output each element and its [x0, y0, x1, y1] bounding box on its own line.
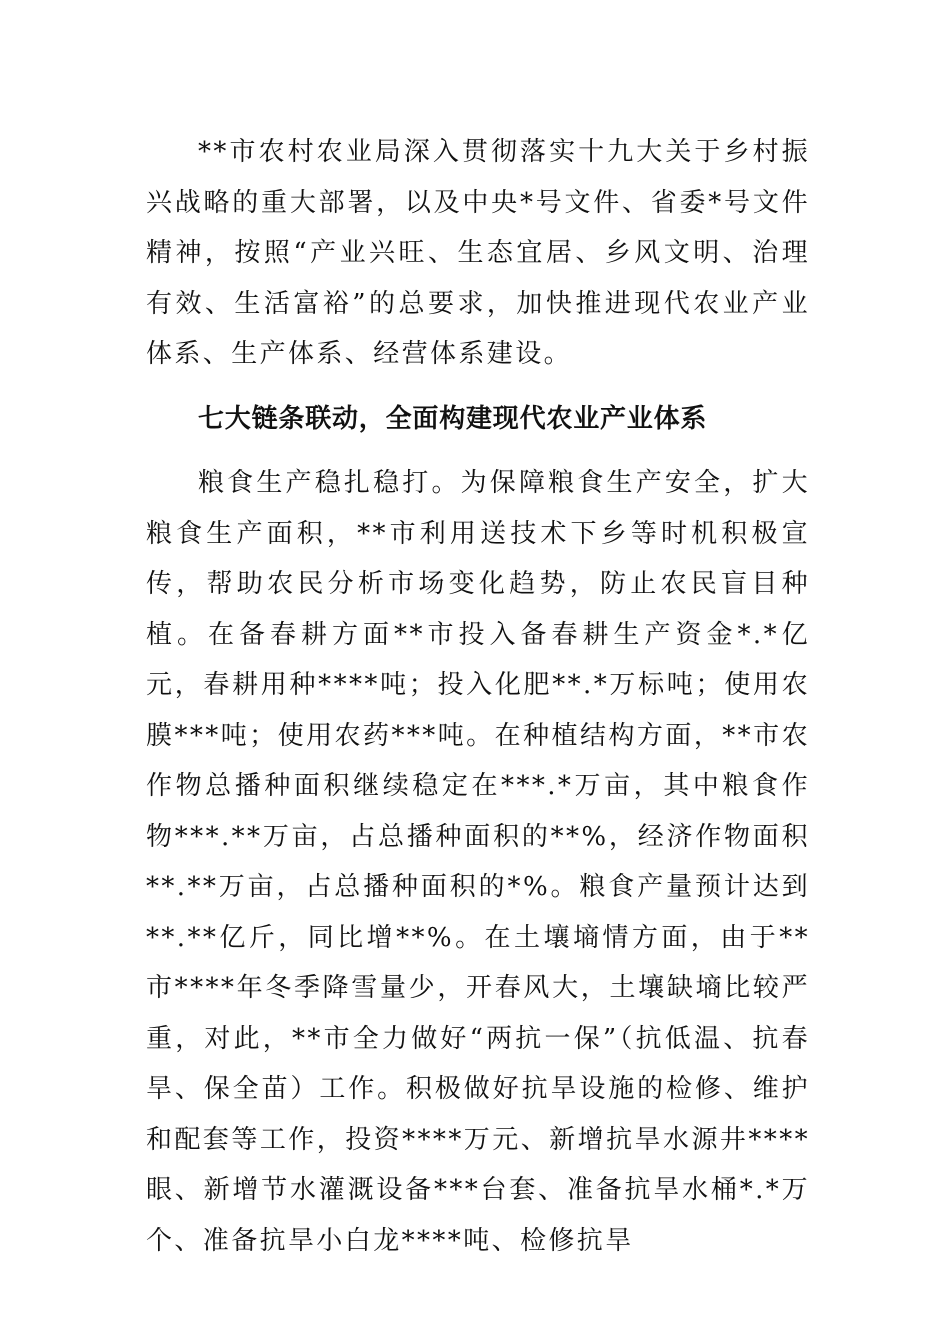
intro-paragraph: **市农村农业局深入贯彻落实十九大关于乡村振兴战略的重大部署，以及中央*号文件、省委*号文件精神，按照“产业兴旺、生态宜居、乡风文明、治理有效、生活富裕”的总要求，加快推进现代农业产业体系、生产体系、经营体系建设。	[146, 137, 810, 369]
section-heading: 七大链条联动，全面构建现代农业产业体系	[198, 403, 708, 434]
body-paragraph: 粮食生产稳扎稳打。为保障粮食生产安全，扩大粮食生产面积，**市利用送技术下乡等时机积极宣传，帮助农民分析市场变化趋势，防止农民盲目种植。在备春耕方面**市投入备春耕生产资金*.*亿元，春耕用种****吨；投入化肥**.*万标吨；使用农膜***吨；使用农药***吨。在种植结构方面，**市农作物总播种面积继续稳定在***.*万亩，其中粮食作物***.**万亩，占总播种面积的**%，经济作物面积**.**万亩，占总播种面积的*%。粮食产量预计达到**.**亿斤，同比增**%。在土壤墒情方面，由于**市****年冬季降雪量少，开春风大，土壤缺墒比较严重，对此，**市全力做好“两抗一保”（抗低温、抗春旱、保全苗）工作。积极做好抗旱设施的检修、维护和配套等工作，投资****万元、新增抗旱水源井****眼、新增节水灌溉设备***台套、准备抗旱水桶*.*万个、准备抗旱小白龙****吨、检修抗旱	[146, 468, 810, 1256]
document-page	[146, 127, 810, 1266]
